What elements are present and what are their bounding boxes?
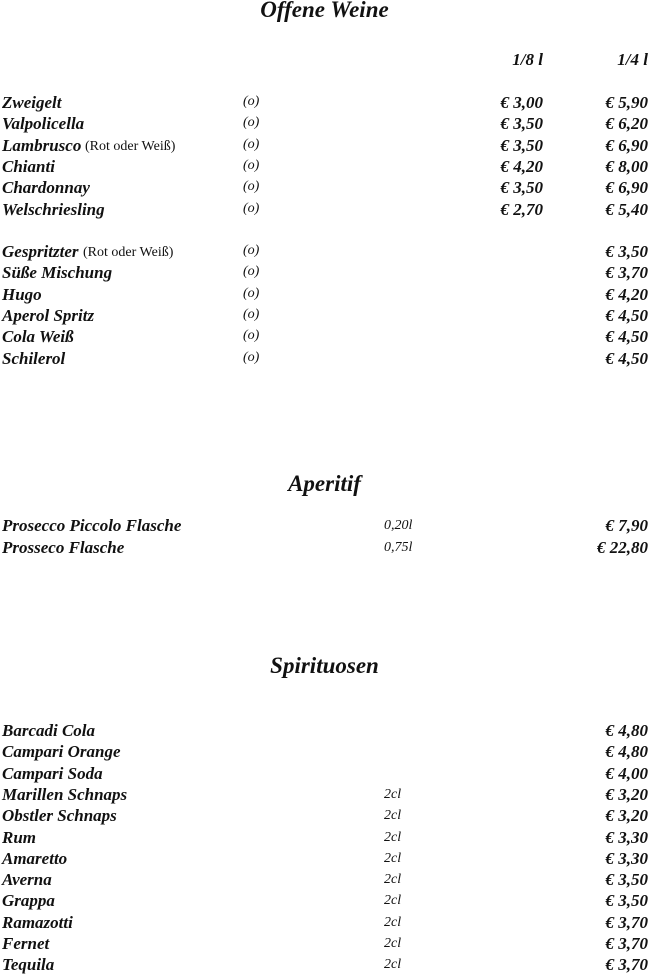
item-name: Campari Soda — [2, 763, 103, 783]
item-name: Fernet — [2, 934, 50, 953]
price: € 4,50 — [605, 348, 648, 368]
price: € 6,90 — [605, 135, 648, 155]
item-note: (o) — [243, 94, 260, 109]
price: € 22,80 — [597, 537, 648, 557]
item-name: Chardonnay — [2, 178, 90, 198]
menu-item-row — [0, 114, 649, 135]
price: € 3,70 — [605, 912, 648, 932]
item-subnote: (Rot oder Weiß) — [83, 245, 174, 260]
price: € 5,90 — [605, 93, 648, 112]
menu-item-row — [0, 955, 649, 976]
price: € 3,30 — [605, 827, 648, 847]
item-volume: 2cl — [384, 808, 402, 824]
price-eighth-liter: € 3,50 — [500, 135, 543, 155]
item-note: (o) — [243, 157, 260, 173]
price: € 4,00 — [605, 763, 648, 783]
item-volume: 0,20l — [384, 518, 413, 533]
price: € 3,70 — [605, 955, 648, 975]
menu-item-row — [0, 93, 649, 114]
price: € 7,90 — [605, 516, 648, 535]
price: € 3,20 — [605, 806, 648, 826]
item-note: (o) — [243, 285, 260, 301]
item-volume: 2cl — [384, 786, 402, 802]
price-eighth-liter: € 2,70 — [500, 199, 543, 219]
item-name: Obstler Schnaps — [2, 806, 117, 826]
item-volume: 2cl — [384, 936, 402, 951]
item-name: Averna — [2, 870, 52, 890]
item-name: Prosseco Flasche — [2, 537, 125, 557]
price: € 3,50 — [605, 242, 648, 261]
menu-item-row — [0, 806, 649, 827]
item-name: Süße Mischung — [2, 263, 113, 283]
section-title-spirituosen: Spirituosen — [270, 653, 379, 678]
price: € 6,20 — [605, 114, 648, 134]
item-note: (o) — [243, 200, 260, 216]
price-eighth-liter: € 3,00 — [500, 93, 543, 112]
item-volume: 2cl — [384, 829, 402, 845]
menu-item-row — [0, 263, 649, 284]
menu-item-row — [0, 913, 649, 934]
menu-item-row — [0, 742, 649, 763]
item-volume: 2cl — [384, 850, 402, 866]
menu-item-row — [0, 828, 649, 849]
item-name: Ramazotti — [2, 912, 73, 932]
price: € 3,50 — [605, 870, 648, 890]
item-subnote: (Rot oder Weiß) — [85, 138, 176, 154]
item-name: Chianti — [2, 156, 55, 176]
menu-item-row — [0, 306, 649, 327]
item-name: Hugo — [2, 284, 42, 304]
price: € 3,70 — [605, 263, 648, 283]
price: € 4,50 — [605, 327, 648, 347]
menu-item-row — [0, 200, 649, 221]
item-name: Aperol Spritz — [2, 305, 95, 325]
item-name: Grappa — [2, 891, 55, 911]
menu-item-row — [0, 516, 649, 537]
item-name: Welschriesling — [2, 199, 105, 219]
item-note: (o) — [243, 328, 260, 344]
item-name: Barcadi Cola — [2, 721, 96, 740]
price-eighth-liter: € 4,20 — [500, 156, 543, 176]
item-name: Cola Weiß — [2, 327, 74, 347]
item-note: (o) — [243, 136, 260, 152]
menu-item-row — [0, 136, 649, 157]
price-eighth-liter: € 3,50 — [500, 114, 543, 134]
price: € 8,00 — [605, 156, 648, 176]
item-note: (o) — [243, 264, 260, 280]
section-title-offene-weine: Offene Weine — [260, 0, 389, 22]
item-volume: 0,75l — [384, 539, 413, 555]
item-name: Lambrusco — [2, 135, 82, 155]
item-name: Amaretto — [2, 848, 68, 868]
price: € 3,30 — [605, 848, 648, 868]
column-header-eighth-liter: 1/8 l — [512, 50, 543, 69]
price: € 6,90 — [605, 178, 648, 198]
item-name: Prosecco Piccolo Flasche — [2, 516, 182, 535]
menu-item-row — [0, 178, 649, 199]
item-name: Schilerol — [2, 348, 66, 368]
menu-item-row — [0, 349, 649, 370]
item-volume: 2cl — [384, 914, 402, 930]
item-name: Marillen Schnaps — [2, 784, 128, 804]
item-name: Tequila — [2, 955, 55, 975]
menu-item-row — [0, 721, 649, 742]
item-name: Zweigelt — [2, 93, 62, 112]
item-note: (o) — [243, 243, 260, 258]
item-name: Gespritzter — [2, 242, 79, 261]
price: € 3,20 — [605, 784, 648, 804]
item-name: Rum — [2, 827, 37, 847]
price: € 4,80 — [605, 721, 648, 740]
price: € 4,80 — [605, 742, 648, 762]
item-volume: 2cl — [384, 957, 402, 973]
price: € 3,50 — [605, 891, 648, 911]
item-name: Campari Orange — [2, 742, 121, 762]
item-note: (o) — [243, 115, 260, 131]
item-note: (o) — [243, 306, 260, 322]
price: € 5,40 — [605, 199, 648, 219]
menu-item-row — [0, 870, 649, 891]
item-volume: 2cl — [384, 893, 402, 909]
menu-item-row — [0, 157, 649, 178]
menu-item-row — [0, 934, 649, 955]
menu-item-row — [0, 891, 649, 912]
section-title-aperitif: Aperitif — [288, 471, 361, 496]
price-eighth-liter: € 3,50 — [500, 178, 543, 198]
price: € 4,50 — [605, 305, 648, 325]
menu-item-row — [0, 849, 649, 870]
item-note: (o) — [243, 179, 260, 195]
item-note: (o) — [243, 349, 260, 365]
price: € 3,70 — [605, 934, 648, 953]
column-header-quarter-liter: 1/4 l — [617, 50, 648, 69]
item-volume: 2cl — [384, 872, 402, 888]
menu-item-row — [0, 285, 649, 306]
item-name: Valpolicella — [2, 114, 85, 134]
menu-item-row — [0, 785, 649, 806]
menu-item-row — [0, 538, 649, 559]
menu-item-row — [0, 242, 649, 263]
menu-item-row — [0, 764, 649, 785]
menu-item-row — [0, 327, 649, 348]
price: € 4,20 — [605, 284, 648, 304]
